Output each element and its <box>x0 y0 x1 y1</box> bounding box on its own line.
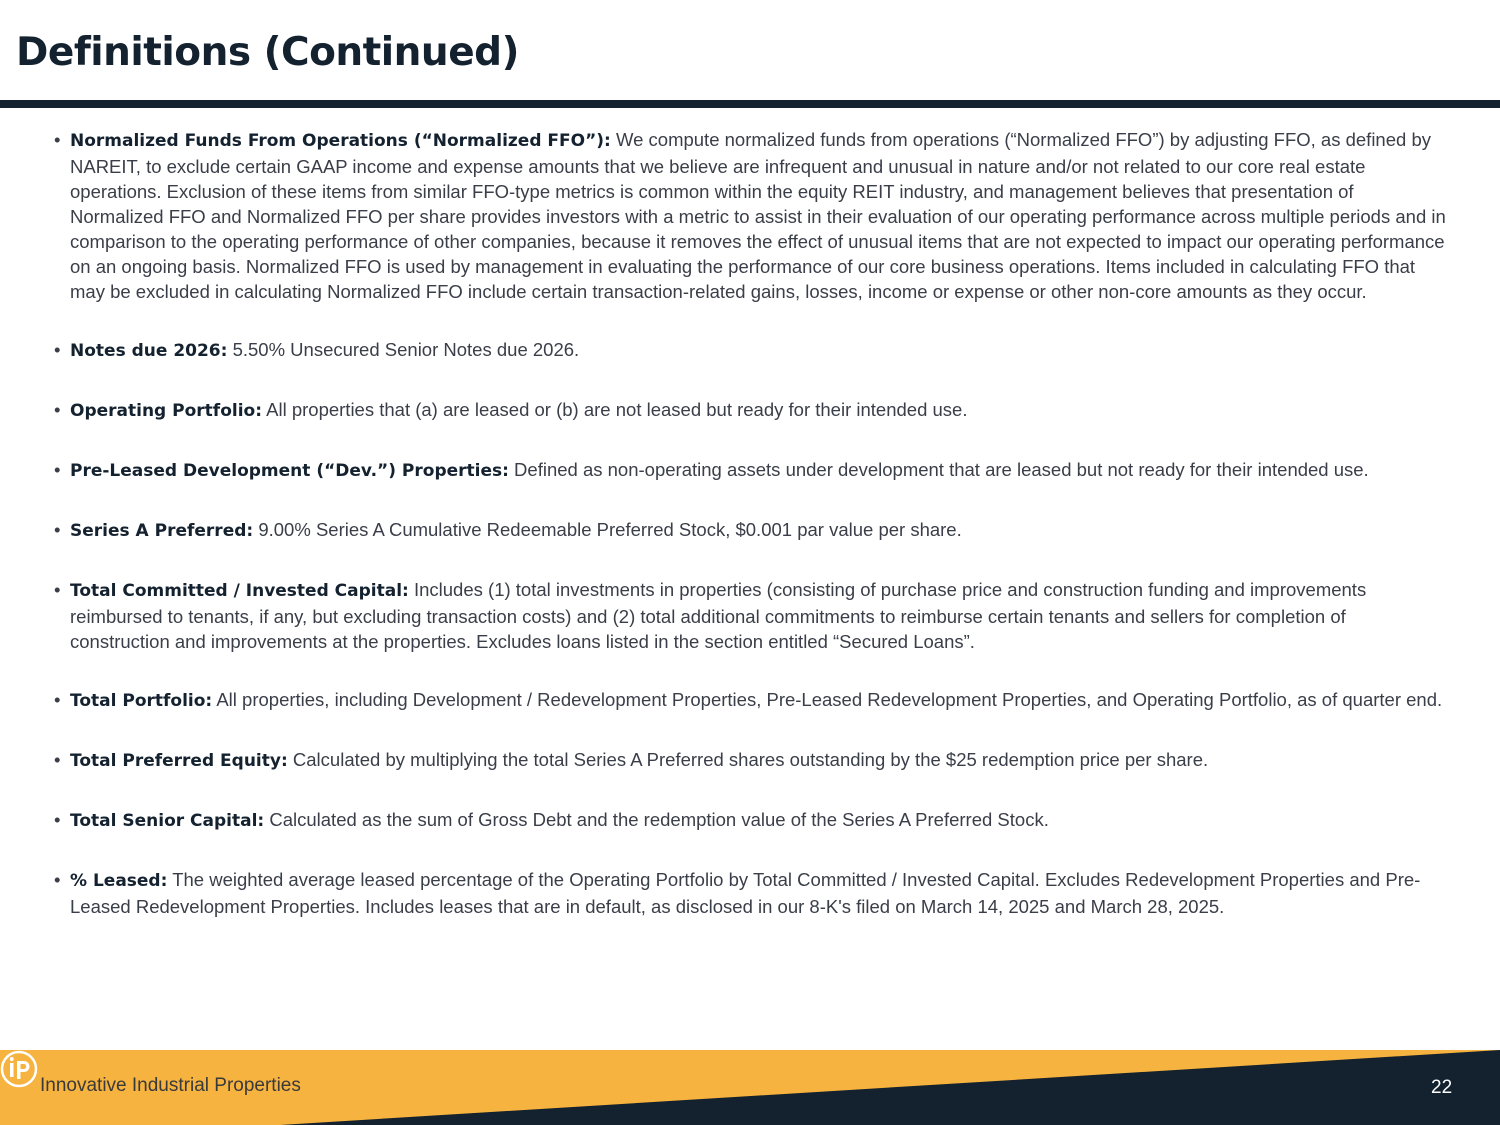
definition-term: Total Senior Capital: <box>70 811 265 831</box>
page-number: 22 <box>1431 1077 1453 1098</box>
definition-item-pre-leased-development <box>50 457 1450 484</box>
definition-term: Total Committed / Invested Capital: <box>70 581 409 601</box>
company-logo-icon <box>0 1050 38 1088</box>
definition-item-normalized-ffo <box>50 127 1450 304</box>
title-divider <box>0 100 1500 108</box>
definition-term: Total Preferred Equity: <box>70 751 288 771</box>
definition-item-operating-portfolio <box>50 397 1450 424</box>
definition-item-total-portfolio <box>50 687 1450 714</box>
definition-text: Calculated as the sum of Gross Debt and the redemption value of the Series A Preferred Stock. <box>264 809 1049 830</box>
definitions-list <box>50 127 1450 919</box>
definition-term: Series A Preferred: <box>70 521 254 541</box>
definition-item-total-senior-capital <box>50 807 1450 834</box>
definition-text: Defined as non-operating assets under development that are leased but not ready for their intended use. <box>508 459 1369 480</box>
definition-text: The weighted average leased percentage of the Operating Portfolio by Total Committed / Invested Capital. Excludes Redevelopment Properties and Pre-Leased Redevelopment Properties. Includes leases that are in default, as disclosed in our 8-K's filed on March 14, 2025 and March 28, 2025. <box>70 869 1421 917</box>
definition-term: Normalized Funds From Operations (“Normalized FFO”): <box>70 131 611 151</box>
definition-text: 9.00% Series A Cumulative Redeemable Preferred Stock, $0.001 par value per share. <box>253 519 962 540</box>
definition-term: Operating Portfolio: <box>70 401 263 421</box>
footer-company-name: Innovative Industrial Properties <box>40 1075 301 1096</box>
definition-term: Total Portfolio: <box>70 691 213 711</box>
footer <box>0 1050 1500 1125</box>
definition-text: Calculated by multiplying the total Series A Preferred shares outstanding by the $25 redemption price per share. <box>287 749 1209 770</box>
definition-item-percent-leased <box>50 867 1450 919</box>
definition-term: Notes due 2026: <box>70 341 228 361</box>
definition-item-notes-due-2026 <box>50 337 1450 364</box>
definition-item-series-a-preferred <box>50 517 1450 544</box>
definition-item-total-committed-capital <box>50 577 1450 654</box>
definition-text: All properties, including Development / Redevelopment Properties, Pre-Leased Redevelopment Properties, and Operating Portfolio, as of quarter end. <box>212 689 1443 710</box>
definition-text: All properties that (a) are leased or (b) are not leased but ready for their intended use. <box>262 399 968 420</box>
definition-term: Pre-Leased Development (“Dev.”) Properties: <box>70 461 509 481</box>
definition-text: 5.50% Unsecured Senior Notes due 2026. <box>227 339 580 360</box>
page-title: Definitions (Continued) <box>16 30 519 75</box>
definition-text: We compute normalized funds from operations (“Normalized FFO”) by adjusting FFO, as defined by NAREIT, to exclude certain GAAP income and expense amounts that we believe are infrequent and unusual in nature and/or not related to our core real estate operations. Exclusion of these items from similar FFO-type metrics is common within the equity REIT industry, and management believes that presentation of Normalized FFO and Normalized FFO per share provides investors with a metric to assist in their evaluation of our operating performance across multiple periods and in comparison to the operating performance of other companies, because it removes the effect of unusual items that are not expected to impact our operating performance on an ongoing basis. Normalized FFO is used by management in evaluating the performance of our core business operations. Items included in calculating FFO that may be excluded in calculating Normalized FFO include certain transaction-related gains, losses, income or expense or other non-core amounts as they occur. <box>70 129 1446 302</box>
definition-item-total-preferred-equity <box>50 747 1450 774</box>
definition-term: % Leased: <box>70 871 168 891</box>
definition-text: Includes (1) total investments in properties (consisting of purchase price and construction funding and improvements reimbursed to tenants, if any, but excluding transaction costs) and (2) total additional commitments to reimburse certain tenants and sellers for completion of construction and improvements at the properties. Excludes loans listed in the section entitled “Secured Loans”. <box>70 579 1367 652</box>
